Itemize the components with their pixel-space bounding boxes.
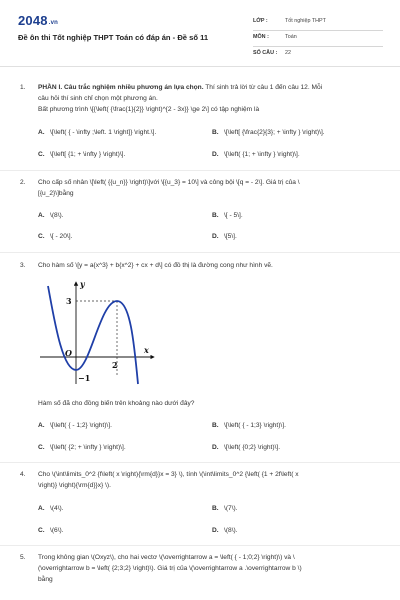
q4-option-d[interactable]: D. \(8\). (212, 527, 238, 534)
q4-option-a[interactable]: A. \(4\). (38, 505, 64, 512)
tick-label-y-minus-1: −1 (78, 373, 91, 383)
q1-option-b[interactable]: B. \[\left[ {\frac{2}{3}; + \infty } \right)\]. (212, 129, 325, 136)
q3-option-d[interactable]: D. \[\left( {0;2} \right)\]. (212, 444, 281, 451)
question-divider (0, 252, 400, 253)
axis-label-y: y (80, 279, 85, 289)
tick-label-y-3: 3 (66, 296, 72, 306)
q1-option-c[interactable]: C. \[\left[ {1; + \infty } \right)\]. (38, 151, 126, 158)
cubic-function-graph (38, 276, 158, 388)
info-row-question-count: SỐ CÂU : 22 (253, 50, 291, 56)
axis-label-x: x (144, 345, 149, 355)
q2-option-c[interactable]: C. \[ - 20\]. (38, 233, 73, 240)
page-header (0, 0, 400, 62)
info-row-class: LỚP : Tốt nghiệp THPT (253, 14, 383, 31)
question-divider (0, 545, 400, 546)
site-logo[interactable]: 2048.vn (18, 13, 59, 28)
q4-option-b[interactable]: B. \(7\). (212, 505, 238, 512)
origin-label: O (65, 348, 72, 358)
header-divider (0, 66, 400, 67)
q3-option-b[interactable]: B. \[\left( { - 1;3} \right)\]. (212, 422, 286, 429)
q3-option-c[interactable]: C. \[\left( {2; + \infty } \right)\]. (38, 444, 126, 451)
q2-option-d[interactable]: D. \[5\]. (212, 233, 237, 240)
question-divider (0, 462, 400, 463)
info-row-subject: MÔN : Toán (253, 30, 383, 47)
q3-option-a[interactable]: A. \[\left( { - 1;2} \right)\]. (38, 422, 112, 429)
q2-option-a[interactable]: A. \(8\). (38, 212, 64, 219)
q1-option-a[interactable]: A. \[\left( { - \infty ;\left. 1 \right]} \right.\]. (38, 129, 157, 136)
question-divider (0, 170, 400, 171)
page-title: Đề ôn thi Tốt nghiệp THPT Toán có đáp án - Đề số 11 (18, 33, 209, 42)
q4-option-c[interactable]: C. \(6\). (38, 527, 64, 534)
q1-option-d[interactable]: D. \[\left( {1; + \infty } \right)\]. (212, 151, 300, 158)
q2-option-b[interactable]: B. \[ - 5\]. (212, 212, 243, 219)
tick-label-x-2: 2 (112, 360, 118, 370)
